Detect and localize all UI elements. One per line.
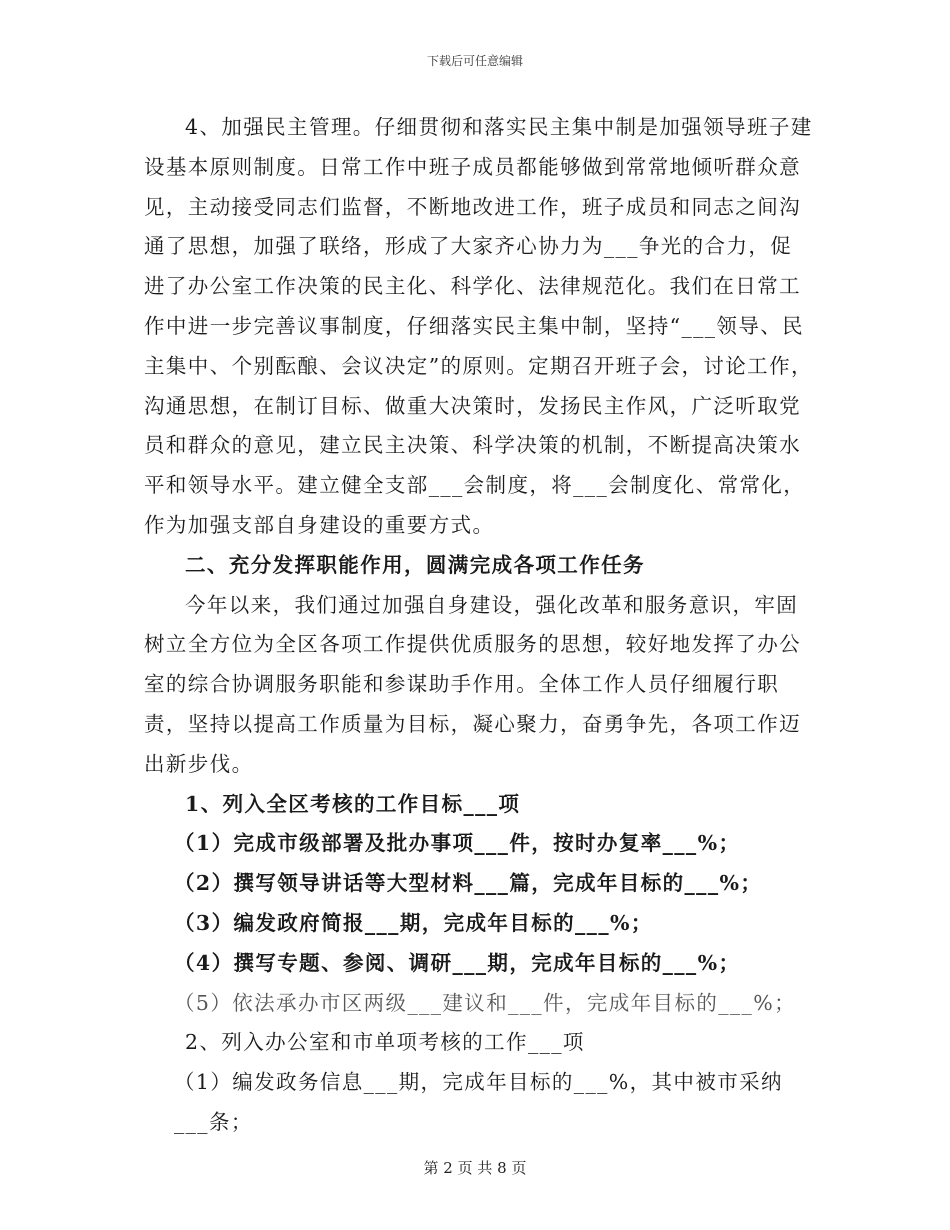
paragraph-overview: 今年以来，我们通过加强自身建设，强化改革和服务意识，牢固树立全方位为全区各项工作提供优质服务的思想，较好地发挥了办公室的综合协调服务职能和参谋助手作用。全体工作人员仔细履行职责，坚持以提高工作质量为目标，凝心聚力，奋勇争先，各项工作迈出新步伐。 xyxy=(144,592,801,776)
document-body xyxy=(144,108,814,1143)
paragraph-democratic-management: 4、加强民主管理。仔细贯彻和落实民主集中制是加强领导班子建设基本原则制度。日常工作中班子成员都能够做到常常地倾听群众意见，主动接受同志们监督，不断地改进工作，班子成员和同志之间沟通了思想，加强了联络，形成了大家齐心协力为___争光的合力，促进了办公室工作决策的民主化、科学化、法律规范化。我们在日常工作中进一步完善议事制度，仔细落实民主集中制，坚持“___领导、民主集中、个别酝酿、会议决定”的原则。定期召开班子会，讨论工作，沟通思想，在制订目标、做重大决策时，发扬民主作风，广泛听取党员和群众的意见，建立民主决策、科学决策的机制，不断提高决策水平和领导水平。建立健全支部___会制度，将___会制度化、常常化，作为加强支部自身建设的重要方式。 xyxy=(144,115,813,537)
list-item-1: （1）完成市级部署及批办事项___件，按时办复率___%； xyxy=(174,831,741,856)
list-item-4: （4）撰写专题、参阅、调研___期，完成年目标的___%； xyxy=(174,950,741,975)
subheading-2: 2、列入办公室和市单项考核的工作___项 xyxy=(185,1030,585,1055)
page-header: 下载后可任意编辑 xyxy=(426,54,523,68)
list-item-6: （1）编发政务信息___期，完成年目标的___%，其中被市采纳___条； xyxy=(174,1070,783,1134)
list-item-5: （5）依法承办市区两级___建议和___件，完成年目标的___%； xyxy=(174,990,796,1015)
list-item-2: （2）撰写领导讲话等大型材料___篇，完成年目标的___%； xyxy=(174,871,763,896)
subheading-1: 1、列入全区考核的工作目标___项 xyxy=(185,791,521,816)
page-footer: 第 2 页 共 8 页 xyxy=(423,1159,527,1177)
list-item-3: （3）编发政府简报___期，完成年目标的___%； xyxy=(174,910,653,935)
section-heading-2: 二、充分发挥职能作用，圆满完成各项工作任务 xyxy=(185,552,645,577)
